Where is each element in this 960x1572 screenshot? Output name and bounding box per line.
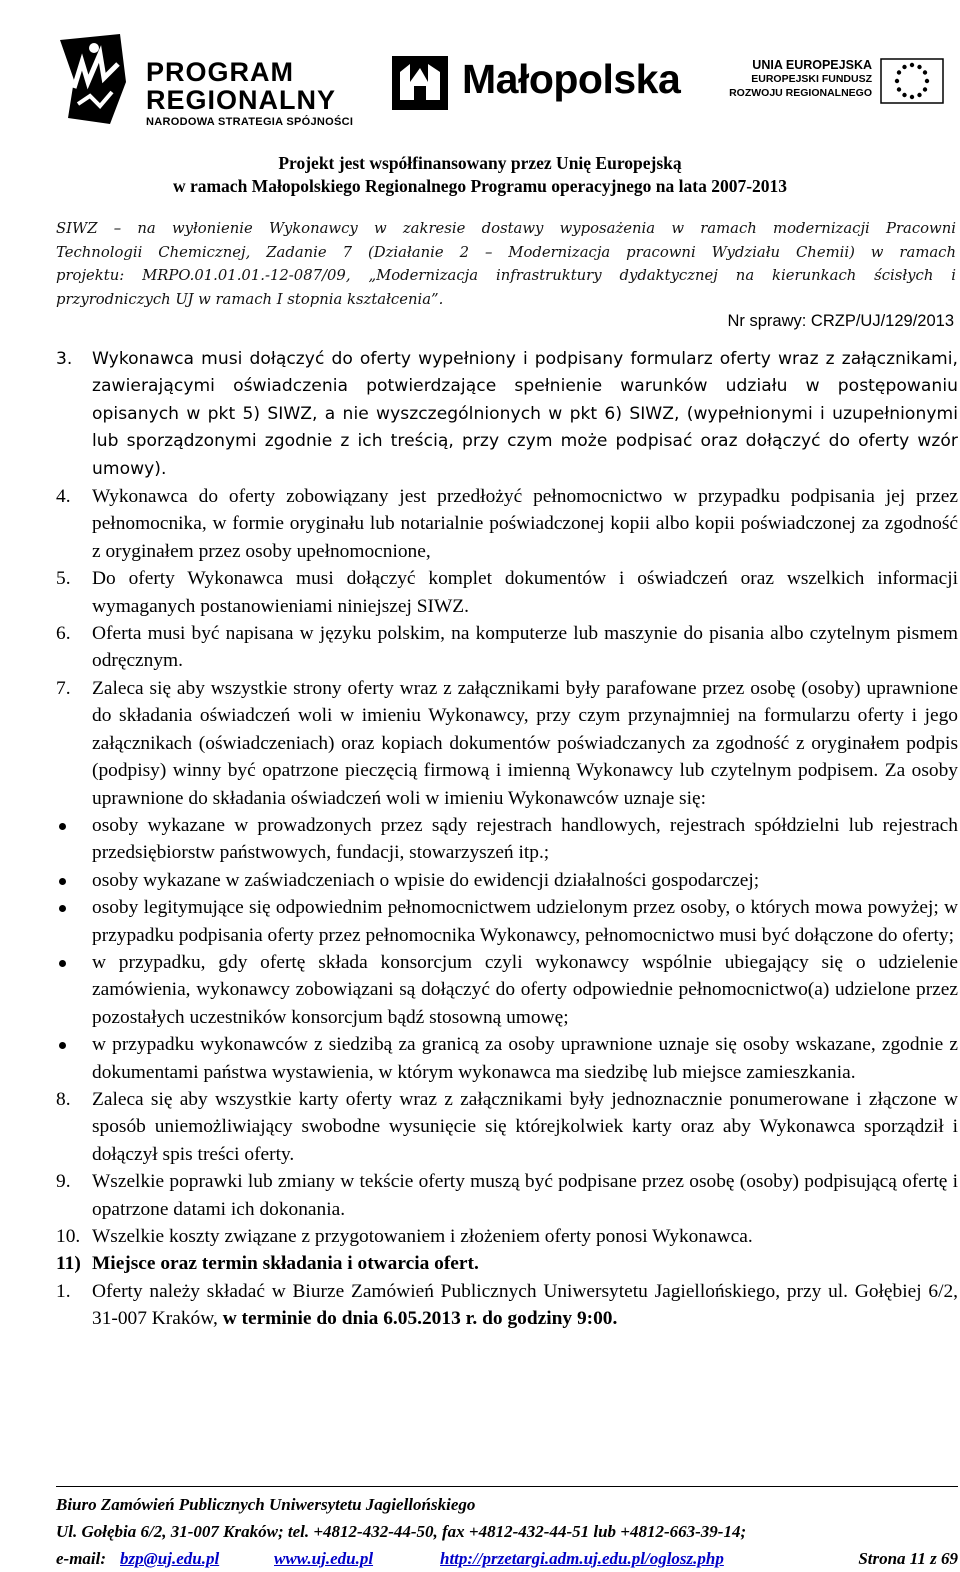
item-text: Wykonawca do oferty zobowiązany jest przedłożyć pełnomocnictwo w przypadku podpisania jej przez pełnomocnika, w formie oryginału lub notarialnie poświadczonej kopii albo kopii poświadczonej za zgodność z oryginałem przez osoby upełnomocnione, bbox=[92, 486, 958, 562]
list-item bbox=[56, 565, 958, 620]
eu-line3: ROZWOJU REGIONALNEGO bbox=[729, 87, 872, 99]
program-regionalny-logo bbox=[60, 30, 360, 130]
item-text: Wykonawca musi dołączyć do oferty wypełniony i podpisany formularz oferty wraz z załącznikami, zawierającymi oświadczenia potwierdzające spełnienie warunków udziału w postępowaniu opisanych w pkt 5) SIWZ, a nie wyszczególnionych w pkt 6) SIWZ, (wypełnionymi i uzupełnionymi lub sporządzonymi zgodnie z ich treścią, przy czym może podpisać oraz dołączyć do oferty wzór umowy). bbox=[92, 349, 958, 479]
bullet-item bbox=[56, 949, 958, 1031]
list-item bbox=[56, 1086, 958, 1168]
list-item bbox=[56, 483, 958, 565]
program-regionalny-tagline: NARODOWA STRATEGIA SPÓJNOŚCI bbox=[146, 116, 354, 128]
tenders-link[interactable]: http://przetargi.adm.uj.edu.pl/oglosz.php bbox=[440, 1549, 724, 1568]
eu-flag-icon bbox=[880, 58, 944, 104]
section-number: 11) bbox=[56, 1253, 81, 1275]
bullet-text: osoby legitymujące się odpowiednim pełnomocnictwem udzielonym przez osoby, o których mowa powyżej; w przypadku podpisania oferty przez pełnomocnika Wykonawcy, pełnomocnictwo musi być dołączone do oferty; bbox=[92, 897, 958, 946]
bullet-icon bbox=[59, 823, 66, 830]
bullet-icon bbox=[59, 905, 66, 912]
bullet-icon bbox=[59, 878, 66, 885]
item-text: Wszelkie poprawki lub zmiany w tekście oferty muszą być podpisane przez osobę (osoby) podpisującą ofertę i opatrzone datami ich dokonania. bbox=[92, 1171, 958, 1220]
list-item bbox=[56, 620, 958, 675]
item-text: Wszelkie koszty związane z przygotowaniem i złożeniem oferty ponosi Wykonawca. bbox=[92, 1226, 753, 1247]
list-item bbox=[56, 1223, 958, 1250]
item-number: 6. bbox=[56, 623, 71, 645]
bullet-text: osoby wykazane w zaświadczeniach o wpisie do ewidencji działalności gospodarczej; bbox=[92, 869, 760, 891]
item-number: 3. bbox=[56, 349, 73, 369]
section-title: Miejsce oraz termin składania i otwarcia ofert. bbox=[92, 1253, 479, 1275]
bullet-text: w przypadku, gdy ofertę składa konsorcjum czyli wykonawcy wspólnie ubiegający się o udzielenie zamówienia, wykonawcy zobowiązani są dołączyć do oferty odpowiednie pełnomocnictwo(a) udzielone przez pozostałych uczestników konsorcjum bądź stosowną umowę; bbox=[92, 951, 958, 1028]
list-item bbox=[56, 1278, 958, 1333]
item-number: 4. bbox=[56, 486, 71, 508]
item-text: Zaleca się aby wszystkie karty oferty wraz z załącznikami były jednoznacznie ponumerowane i złączone w sposób uniemożliwiający swobodne wysunięcie się którejkolwiek karty oraz aby Wykonawca sporządził i dołączył spis treści oferty. bbox=[92, 1088, 958, 1165]
page-number: Strona 11 z 69 bbox=[858, 1549, 958, 1568]
siwz-line: projektu: MRPO.01.01.01.-12-087/09, „Modernizacja infrastruktury dydaktycznej na kierunkach ścisłych i bbox=[56, 267, 956, 284]
malopolska-emblem-icon bbox=[390, 52, 452, 114]
footer-office: Biuro Zamówień Publicznych Uniwersytetu Jagiellońskiego bbox=[56, 1495, 476, 1514]
siwz-title bbox=[56, 217, 956, 311]
document-body bbox=[56, 346, 958, 1333]
siwz-line: Technologii Chemicznej, Zadanie 7 (Działanie 2 – Modernizacja pracowni Wydziału Chemii) w ramach bbox=[56, 243, 956, 261]
item-number: 8. bbox=[56, 1088, 71, 1110]
bullet-item bbox=[56, 812, 958, 867]
footer bbox=[56, 1491, 958, 1572]
malopolska-wordmark: Małopolska bbox=[462, 56, 681, 102]
bullet-item bbox=[56, 1031, 958, 1086]
list-item bbox=[56, 346, 958, 483]
footer-email-label: e-mail: bbox=[56, 1549, 107, 1568]
program-regionalny-line2: REGIONALNY bbox=[146, 85, 337, 115]
item-text: Zaleca się aby wszystkie strony oferty wraz z załącznikami były parafowane przez osobę (osoby) uprawnione do składania oświadczeń woli w imieniu Wykonawcy, przy czym przynajmniej na formularzu oferty i jego załącznikach (oświadczeniach) oraz kopiach dokumentów poświadczanych za zgodność z oryginałem podpis (podpisy) winny być opatrzone pieczęcią firmową i imienną Wykonawcy lub czytelnym podpisem. Za osoby uprawnione do składania oświadczeń woli w imieniu Wykonawców uznaje się: bbox=[92, 677, 958, 809]
eu-line2: EUROPEJSKI FUNDUSZ bbox=[751, 73, 872, 85]
list-item bbox=[56, 675, 958, 812]
bullet-text: osoby wykazane w prowadzonych przez sądy rejestrach handlowych, rejestrach spółdzielni lub rejestrach przedsiębiorstw państwowych, fundacji, stowarzyszeń itp.; bbox=[92, 814, 958, 864]
email-link[interactable]: bzp@uj.edu.pl bbox=[120, 1549, 220, 1568]
website-link[interactable]: www.uj.edu.pl bbox=[274, 1549, 374, 1568]
item-number: 7. bbox=[56, 677, 71, 699]
case-number: Nr sprawy: CRZP/UJ/129/2013 bbox=[727, 312, 954, 330]
bullet-icon bbox=[59, 960, 66, 967]
eu-logo-text bbox=[722, 58, 872, 100]
program-regionalny-line1: PROGRAM bbox=[146, 57, 294, 87]
footer-address: Ul. Gołębia 6/2, 31-007 Kraków; tel. +4812-432-44-50, fax +4812-432-44-51 lub +4812-663-39-14; bbox=[56, 1522, 747, 1541]
item-text: Oferty należy składać w Biurze Zamówień Publicznych Uniwersytetu Jagiellońskiego, przy ul. Gołębiej 6/2, 31-007 Kraków, bbox=[92, 1280, 958, 1330]
item-text: Oferta musi być napisana w języku polskim, na komputerze lub maszynie do pisania albo czytelnym pismem odręcznym. bbox=[92, 623, 958, 672]
item-number: 10. bbox=[56, 1226, 81, 1247]
siwz-line: SIWZ – na wyłonienie Wykonawcy w zakresie dostawy wyposażenia w ramach modernizacji Pracowni bbox=[56, 220, 956, 237]
item-number: 5. bbox=[56, 568, 71, 590]
footer-divider bbox=[56, 1486, 958, 1487]
eu-logo bbox=[722, 58, 960, 118]
section-heading bbox=[56, 1250, 958, 1277]
cofinancing-line2: w ramach Małopolskiego Regionalnego Programu operacyjnego na lata 2007-2013 bbox=[172, 176, 788, 196]
siwz-line: przyrodniczych UJ w ramach I stopnia kształcenia”. bbox=[56, 290, 444, 308]
cofinancing-header bbox=[0, 152, 960, 198]
deadline-text: w terminie do dnia 6.05.2013 r. do godziny 9:00. bbox=[222, 1308, 618, 1330]
bullet-icon bbox=[59, 1042, 66, 1049]
program-regionalny-emblem-icon bbox=[60, 34, 132, 124]
item-number: 1. bbox=[56, 1280, 71, 1302]
logo-bar bbox=[60, 30, 960, 130]
bullet-item bbox=[56, 867, 958, 894]
item-number: 9. bbox=[56, 1171, 71, 1193]
malopolska-logo bbox=[390, 52, 690, 112]
cofinancing-line1: Projekt jest współfinansowany przez Unię Europejską bbox=[278, 153, 682, 173]
item-text: Do oferty Wykonawca musi dołączyć komplet dokumentów i oświadczeń oraz wszelkich informacji wymaganych postanowieniami niniejszej SIWZ. bbox=[92, 568, 958, 617]
bullet-text: w przypadku wykonawców z siedzibą za granicą za osoby uprawnione uznaje się osoby wskazane, zgodnie z dokumentami państwa wystawienia, w którym wykonawca ma siedzibę lub miejsce zamieszkania. bbox=[92, 1034, 958, 1083]
footer-links-row bbox=[56, 1545, 958, 1572]
eu-line1: UNIA EUROPEJSKA bbox=[752, 58, 872, 72]
list-item bbox=[56, 1168, 958, 1223]
bullet-item bbox=[56, 894, 958, 949]
